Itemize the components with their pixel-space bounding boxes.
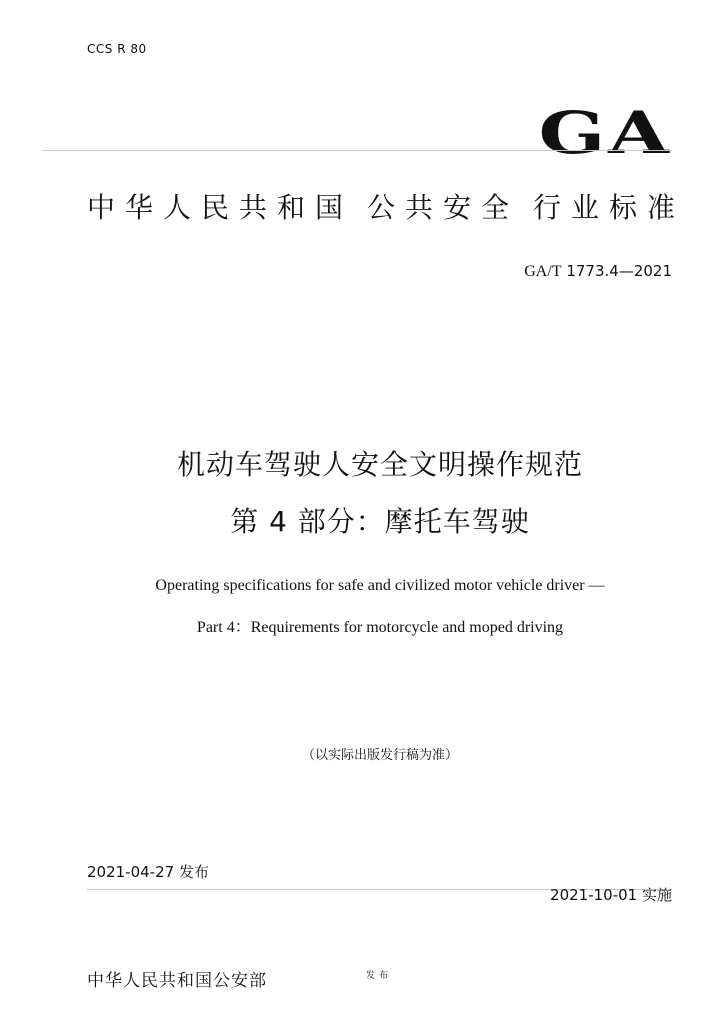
title-cn-part: 第 4 部分：摩托车驾驶 [230,505,530,538]
ccs-code: CCS R 80 [87,42,147,56]
standard-number-value: 1773.4—2021 [566,262,672,280]
issued-label: 发布 [366,971,393,981]
category-field: 公共安全 [367,191,520,224]
title-en-part: Part 4：Requirements for motorcycle and moped driving [196,619,564,636]
category-type: 行业标准 [533,191,686,224]
draft-note: （以实际出版发行稿为准） [301,748,458,763]
header-divider [42,150,672,151]
standard-number [524,262,672,281]
ga-logo: GA [538,99,672,167]
standard-category [87,186,685,226]
title-cn-main: 机动车驾驶人安全文明操作规范 [176,448,583,481]
category-country: 中华人民共和国 [87,191,354,224]
standard-number-prefix: GA/T [524,263,562,280]
implement-date: 2021-10-01 实施 [550,886,672,904]
issuing-authority: 中华人民共和国公安部 [87,971,267,991]
issue-date: 2021-04-27 发布 [87,863,209,881]
title-en-main: Operating specifications for safe and civilized motor vehicle driver — [155,577,605,594]
